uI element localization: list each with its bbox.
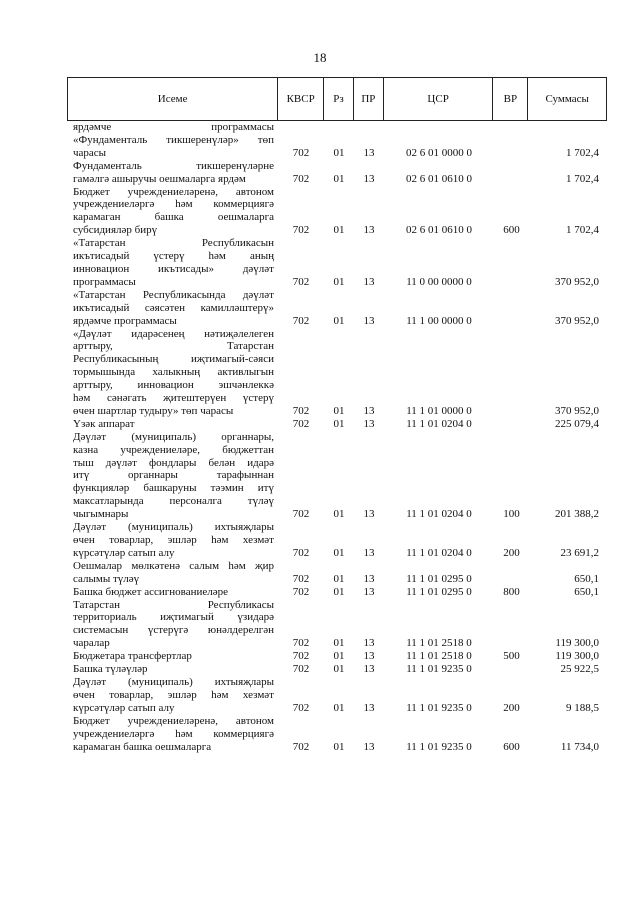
row-kvsr: 702: [292, 172, 310, 185]
row-kvsr: 702: [292, 417, 310, 430]
row-name-line: учреждениеләргә һәм коммерциягә: [73, 727, 274, 740]
row-name: [67, 289, 278, 328]
row-csr: 11 1 01 9235 0: [406, 740, 472, 753]
row-name-line: күрсәтүләр сатып алу: [73, 546, 175, 559]
page-number: 18: [313, 50, 327, 65]
row-name-line: «Татарстан Республикасын: [73, 237, 274, 250]
row-name-line: өчен товарлар, эшләр һәм хезмәт: [73, 534, 274, 546]
table-row: [67, 418, 607, 431]
row-pr: 13: [363, 172, 375, 185]
row-name-line: Үзәк аппарат: [73, 417, 135, 430]
row-name: [67, 121, 278, 160]
row-csr: 02 6 01 0610 0: [406, 172, 472, 185]
row-rz: 01: [333, 404, 345, 417]
row-name: [67, 237, 278, 289]
row-name-line: салымы түләү: [73, 572, 140, 585]
row-sum: 201 388,2: [555, 508, 599, 521]
table-row: [67, 328, 607, 418]
row-sum: 9 188,5: [566, 701, 599, 714]
row-pr: 13: [363, 637, 375, 650]
row-sum: 370 952,0: [555, 275, 599, 288]
table-row: [67, 521, 607, 560]
row-rz: 01: [333, 508, 345, 521]
row-sum: 23 691,2: [560, 546, 599, 559]
header-vr: ВР: [493, 78, 528, 120]
row-sum: 650,1: [574, 572, 599, 585]
row-sum: 119 300,0: [555, 650, 599, 663]
row-name-line: гамәлгә ашыручы оешмаларга ярдәм: [73, 172, 246, 185]
row-rz: 01: [333, 417, 345, 430]
row-csr: 11 1 01 0204 0: [406, 417, 472, 430]
row-sum: 370 952,0: [555, 404, 599, 417]
row-vr: 100: [503, 508, 520, 521]
row-kvsr: 702: [292, 572, 310, 585]
row-name: [67, 521, 278, 560]
row-pr: 13: [363, 663, 375, 676]
row-rz: 01: [333, 224, 345, 237]
row-pr: 13: [363, 275, 375, 288]
row-kvsr: 702: [292, 508, 310, 521]
row-name-line: тормышында халыкның активлыгын: [73, 366, 274, 379]
row-sum: 225 079,4: [555, 417, 599, 430]
table-row: [67, 237, 607, 289]
row-pr: 13: [363, 224, 375, 237]
header-sum: Суммасы: [545, 93, 589, 105]
row-vr: 600: [503, 224, 520, 237]
table-row: [67, 676, 607, 715]
row-name-line: чыгымнары: [73, 508, 129, 521]
row-name-line: Бюджет учреждениеләренә, автоном: [73, 714, 274, 727]
row-kvsr: 702: [292, 275, 310, 288]
row-name-line: икътисадый сәясәтен камилләштерү»: [73, 301, 274, 314]
row-name-line: өчен товарлар, эшләр һәм хезмәт: [73, 688, 274, 701]
row-name-line: карамаган башка оешмаларга: [73, 740, 212, 753]
table-header: [67, 77, 607, 121]
row-kvsr: 702: [292, 314, 310, 327]
header-rz: Рз: [324, 78, 354, 120]
row-pr: 13: [363, 146, 375, 159]
row-name-line: икътисадый үстерү һәм аның: [73, 250, 274, 263]
row-name: [67, 160, 278, 186]
table-row: [67, 289, 607, 328]
row-name-line: субсидияләр бирү: [73, 224, 158, 237]
row-rz: 01: [333, 546, 345, 559]
row-rz: 01: [333, 172, 345, 185]
row-name-line: күрсәтүләр сатып алу: [73, 701, 175, 714]
row-kvsr: 702: [292, 637, 310, 650]
row-name: [67, 431, 278, 521]
row-kvsr: 702: [292, 585, 310, 598]
row-pr: 13: [363, 314, 375, 327]
row-rz: 01: [333, 663, 345, 676]
table-row: [67, 186, 607, 238]
row-rz: 01: [333, 650, 345, 663]
row-kvsr: 702: [292, 650, 310, 663]
row-name-line: программасы: [73, 275, 136, 288]
table-row: [67, 599, 607, 651]
row-name: [67, 663, 278, 676]
row-pr: 13: [363, 701, 375, 714]
row-name-line: «Татарстан Республикасында дәүләт: [73, 288, 274, 301]
row-name-line: Бюджет учреждениеләренә, автоном: [73, 185, 274, 198]
row-kvsr: 702: [292, 740, 310, 753]
row-kvsr: 702: [292, 404, 310, 417]
row-csr: 11 1 01 0295 0: [406, 572, 472, 585]
row-sum: 370 952,0: [555, 314, 599, 327]
row-kvsr: 702: [292, 224, 310, 237]
row-kvsr: 702: [292, 701, 310, 714]
row-csr: 02 6 01 0000 0: [406, 146, 472, 159]
header-kvsr: КВСР: [278, 78, 324, 120]
row-pr: 13: [363, 585, 375, 598]
row-name: [67, 328, 278, 418]
row-vr: 200: [503, 701, 520, 714]
table-row: [67, 160, 607, 186]
row-name-line: арттыру, инновацион эшчәнлеккә: [73, 379, 274, 392]
row-rz: 01: [333, 637, 345, 650]
row-name-line: Дәүләт (муниципаль) ихтыяҗлары: [73, 675, 274, 688]
row-csr: 11 1 01 2518 0: [406, 650, 472, 663]
row-name-line: тыш дәүләт фондлары белән идарә: [73, 456, 274, 469]
header-pr: ПР: [354, 78, 384, 120]
row-name-line: функцияләр башкаруны тәэмин итү: [73, 482, 274, 495]
row-csr: 11 1 01 2518 0: [406, 637, 472, 650]
row-csr: 11 1 00 0000 0: [406, 314, 472, 327]
row-vr: 500: [503, 650, 520, 663]
row-name-line: Дәүләт (муниципаль) ихтыяҗлары: [73, 521, 274, 534]
row-kvsr: 702: [292, 146, 310, 159]
table-row: [67, 431, 607, 521]
row-name-line: ярдәмче программасы: [73, 121, 274, 133]
row-rz: 01: [333, 740, 345, 753]
row-pr: 13: [363, 404, 375, 417]
row-name: [67, 586, 278, 599]
row-name: [67, 599, 278, 651]
row-name: [67, 676, 278, 715]
row-name-line: чаралар: [73, 637, 110, 650]
row-name-line: өчен шартлар тудыру» төп чарасы: [73, 404, 234, 417]
row-name-line: итү органнары тарафыннан: [73, 469, 274, 482]
row-name-line: «Дәүләт идарәсенең нәтиҗәлелеген: [73, 327, 274, 340]
row-sum: 11 734,0: [560, 740, 599, 753]
row-kvsr: 702: [292, 663, 310, 676]
table-row: [67, 715, 607, 754]
row-name-line: инновацион икътисады» дәүләт: [73, 262, 274, 275]
row-name-line: Татарстан Республикасы: [73, 598, 274, 611]
row-name-line: максатларында персоналга түләү: [73, 495, 274, 508]
table-body: [67, 121, 607, 753]
row-csr: 11 1 01 9235 0: [406, 663, 472, 676]
row-rz: 01: [333, 146, 345, 159]
header-csr: ЦСР: [384, 78, 494, 120]
row-sum: 1 702,4: [566, 224, 599, 237]
row-name: [67, 560, 278, 586]
row-name-line: системасын үстерүгә юнәлдерелгән: [73, 624, 274, 637]
row-rz: 01: [333, 314, 345, 327]
row-kvsr: 702: [292, 546, 310, 559]
table-row: [67, 650, 607, 663]
row-csr: 11 1 01 0295 0: [406, 585, 472, 598]
row-rz: 01: [333, 585, 345, 598]
row-name-line: арттыру, Татарстан: [73, 340, 274, 353]
row-name-line: «Фундаменталь тикшеренүләр» төп: [73, 133, 274, 146]
row-name-line: Башка бюджет ассигнованиеләре: [73, 585, 228, 598]
row-sum: 1 702,4: [566, 146, 599, 159]
row-name-line: һәм сәнәгать җитештерүен үстерү: [73, 392, 274, 405]
row-rz: 01: [333, 275, 345, 288]
row-csr: 11 1 01 9235 0: [406, 701, 472, 714]
row-sum: 119 300,0: [555, 637, 599, 650]
row-name-line: казна учреждениеләре, бюджеттан: [73, 443, 274, 456]
row-sum: 650,1: [574, 585, 599, 598]
row-pr: 13: [363, 650, 375, 663]
row-sum: 1 702,4: [566, 172, 599, 185]
row-name-line: Оешмалар мөлкәтенә салым һәм җир: [73, 559, 274, 572]
row-csr: 11 0 00 0000 0: [406, 275, 472, 288]
row-name-line: территориаль иҗтимагый үзидарә: [73, 611, 274, 624]
row-name-line: карамаган башка оешмаларга: [73, 211, 274, 224]
row-name-line: ярдәмче программасы: [73, 314, 177, 327]
row-rz: 01: [333, 701, 345, 714]
row-sum: 25 922,5: [560, 663, 599, 676]
row-vr: 200: [503, 546, 520, 559]
row-pr: 13: [363, 572, 375, 585]
row-name-line: чарасы: [73, 146, 107, 159]
row-vr: 800: [503, 585, 520, 598]
row-pr: 13: [363, 417, 375, 430]
row-name-line: Башка түләүләр: [73, 663, 148, 676]
row-name: [67, 650, 278, 663]
header-name: Исеме: [68, 78, 278, 120]
table-row: [67, 586, 607, 599]
row-name: [67, 715, 278, 754]
table-row: [67, 121, 607, 160]
row-name-line: Республикасының иҗтимагый-сәяси: [73, 353, 274, 366]
row-pr: 13: [363, 508, 375, 521]
row-csr: 11 1 01 0204 0: [406, 508, 472, 521]
row-name-line: Дәүләт (муниципаль) органнары,: [73, 430, 274, 443]
row-name: [67, 186, 278, 238]
row-vr: 600: [503, 740, 520, 753]
row-csr: 11 1 01 0000 0: [406, 404, 472, 417]
table-row: [67, 560, 607, 586]
row-csr: 02 6 01 0610 0: [406, 224, 472, 237]
row-name-line: Фундаменталь тикшеренүләрне: [73, 159, 274, 172]
row-csr: 11 1 01 0204 0: [406, 546, 472, 559]
row-name: [67, 418, 278, 431]
row-pr: 13: [363, 546, 375, 559]
row-rz: 01: [333, 572, 345, 585]
table-row: [67, 663, 607, 676]
row-pr: 13: [363, 740, 375, 753]
row-name-line: учреждениеләргә һәм коммерциягә: [73, 198, 274, 211]
row-name-line: Бюджетара трансфертлар: [73, 650, 192, 663]
